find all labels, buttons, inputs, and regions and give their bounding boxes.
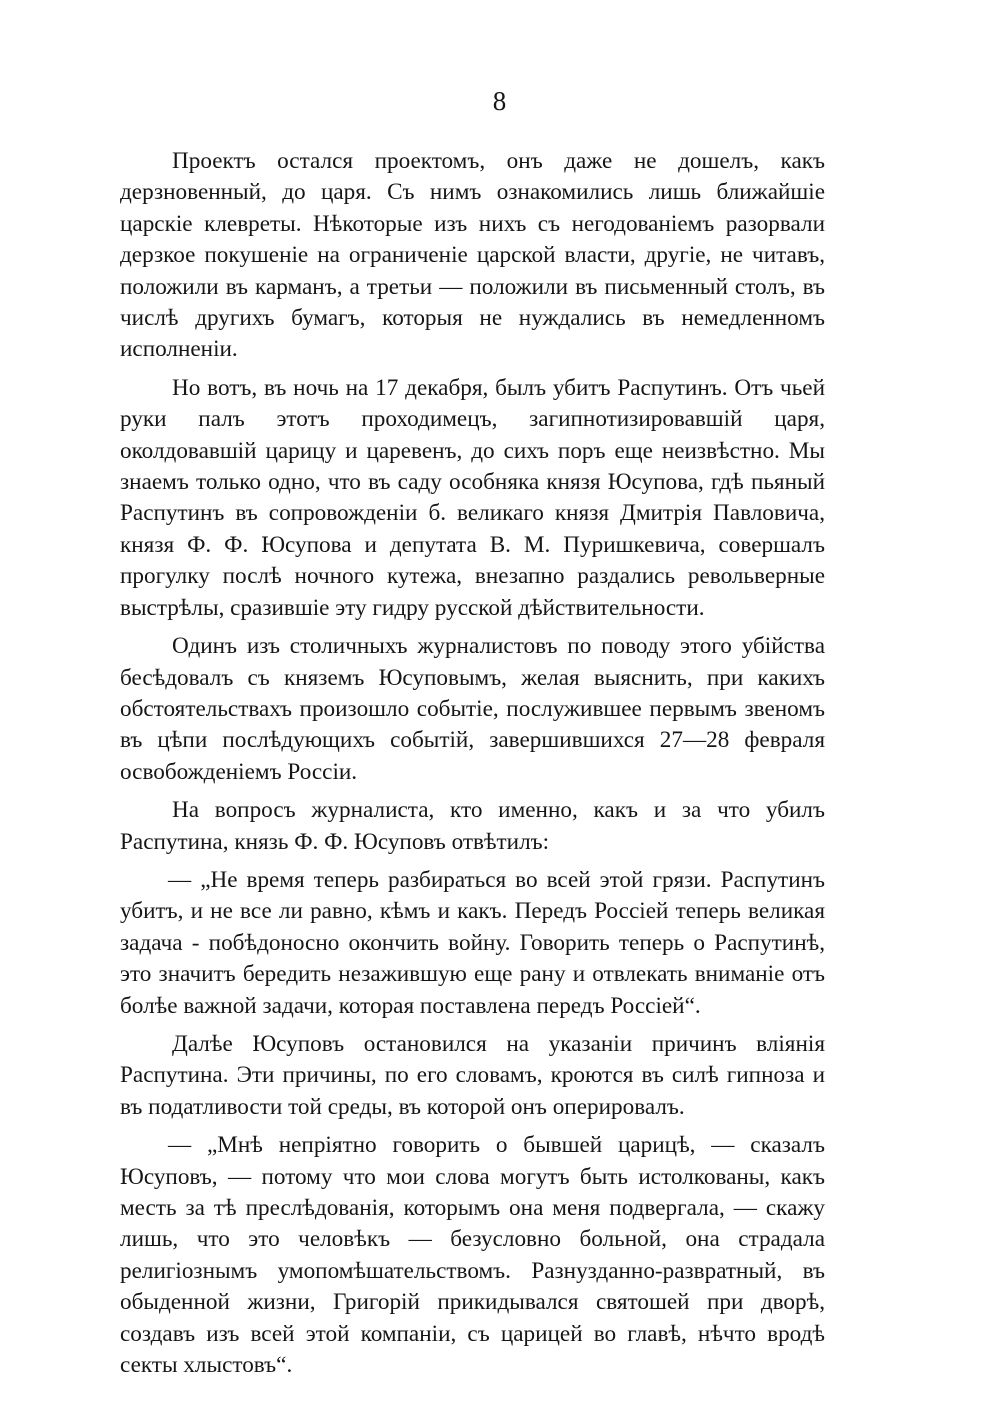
paragraph-rasputin-killed: Но вотъ, въ ночь на 17 декабря, былъ убитъ Распутинъ. Отъ чьей руки палъ этотъ проходимецъ, загипнотизировавшій царя, околдовавшій царицу и царевенъ, до сихъ поръ еще неизвѣстно. Мы знаемъ только одно, что въ саду особняка князя Юсупова, гдѣ пьяный Распутинъ въ сопровожденіи б. великаго князя Дмитрія Павловича, князя Ф. Ф. Юсупова и депутата В. М. Пуришкевича, совершалъ прогулку послѣ ночного кутежа, внезапно раздались револьверные выстрѣлы, сразившіе эту гидру русской дѣйствительности.: [120, 374, 825, 621]
paragraph-journalist-interview: Одинъ изъ столичныхъ журналистовъ по поводу этого убійства бесѣдовалъ съ княземъ Юсуповымъ, желая выяснить, при какихъ обстоятельствахъ произошло событіе, послужившее первымъ звеномъ въ цѣпи послѣдующихъ событій, завершившихся 27—28 февраля освобожденіемъ Россіи.: [120, 633, 825, 785]
paragraph-influence-causes: Далѣе Юсуповъ остановился на указаніи причинъ вліянія Распутина. Эти причины, по его словамъ, кроются въ силѣ гипноза и въ податливости той среды, въ которой онъ оперировалъ.: [120, 1030, 825, 1120]
paragraph-journalist-question: На вопросъ журналиста, кто именно, какъ и за что убилъ Распутина, князь Ф. Ф. Юсуповъ отвѣтилъ:: [120, 797, 825, 855]
paragraph-project-fate: Проектъ остался проектомъ, онъ даже не дошелъ, какъ дерзновенный, до царя. Съ нимъ ознакомились лишь ближайшіе царскіе клевреты. Нѣкоторые изъ нихъ съ негодованіемъ разорвали дерзкое покушеніе на ограниченіе царской власти, другіе, не читавъ, положили въ карманъ, а третьи — положили въ письменный столъ, въ числѣ другихъ бумагъ, которыя не нуждались въ немедленномъ исполненіи.: [120, 148, 825, 363]
body-text: [120, 146, 825, 1388]
page-number: 8: [492, 86, 508, 116]
paragraph-yusupov-answer: — „Не время теперь разбираться во всей этой грязи. Распутинъ убитъ, и не все ли равно, кѣмъ и какъ. Передъ Россіей теперь великая задача - побѣдоносно окончить войну. Говорить теперь о Распутинѣ, это значитъ бередить незажившую еще рану и отвлекать вниманіе отъ болѣе важной задачи, которая поставлена передъ Россіей“.: [120, 866, 825, 1019]
paragraph-yusupov-on-empress: — „Мнѣ непріятно говорить о бывшей царицѣ, — сказалъ Юсуповъ, — потому что мои слова могутъ быть истолкованы, какъ месть за тѣ преслѣдованія, которымъ она меня подвергала, — скажу лишь, что это человѣкъ — безусловно больной, она страдала религіознымъ умопомѣшательствомъ. Разнузданно-развратный, въ обыденной жизни, Григорій прикидывался святошей при дворѣ, создавъ изъ всей этой компаніи, съ царицей во главѣ, нѣчто вродѣ секты хлыстовъ“.: [120, 1132, 825, 1379]
